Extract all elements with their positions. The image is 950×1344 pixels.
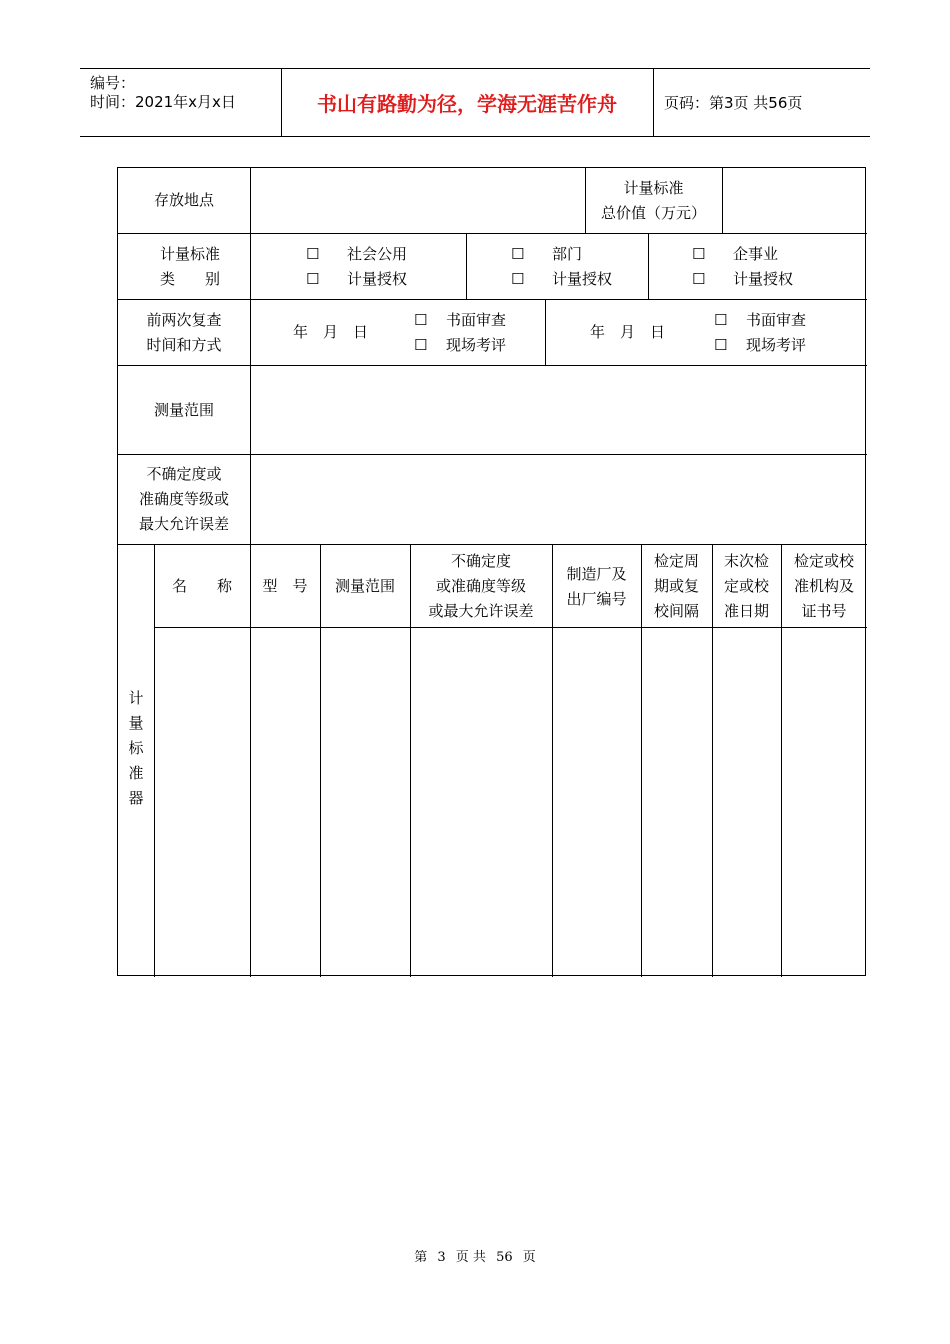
footer-suffix: 页 [522, 1250, 536, 1265]
footer-total-pages: 56 [496, 1250, 513, 1265]
side-label-char: 准 [128, 764, 144, 782]
cat-public-label: 社会公用 [347, 245, 408, 263]
motto-text: 书山有路勤为径，学海无涯苦作舟 [317, 92, 617, 116]
total-value-label-2: 总价值（万元） [600, 204, 706, 222]
onsite-review-label: 现场考评 [446, 336, 507, 354]
row-divider [118, 544, 867, 545]
measure-range-label: 测量范围 [153, 401, 214, 419]
header-meta [80, 69, 282, 136]
col-header-agency: 准机构及 [793, 577, 854, 595]
number-label: 编号： [90, 74, 136, 92]
side-label-char: 计 [128, 689, 144, 707]
checkbox-public[interactable]: ☐ [306, 245, 320, 263]
header-page-cell [654, 69, 870, 136]
col-header-maker: 出厂编号 [566, 590, 627, 608]
onsite-review-label: 现场考评 [746, 336, 807, 354]
footer-page-number: 3 [437, 1250, 446, 1265]
col-divider [250, 168, 251, 544]
col-header-uncert: 或准确度等级 [435, 577, 526, 595]
col-header-maker: 制造厂及 [566, 565, 627, 583]
col-divider [545, 299, 546, 365]
col-divider [466, 233, 467, 299]
side-label-char: 标 [128, 739, 144, 757]
checkbox-dept[interactable]: ☐ [511, 245, 525, 263]
row-divider [118, 454, 867, 455]
row-divider [118, 299, 867, 300]
col-header-last-date: 准日期 [723, 602, 769, 620]
col-divider [154, 544, 155, 977]
checkbox-written-2[interactable]: ☐ [714, 311, 728, 329]
review-label-1: 前两次复查 [146, 311, 222, 329]
col-header-model: 型 号 [262, 577, 308, 595]
checkbox-written-1[interactable]: ☐ [414, 311, 428, 329]
checkbox-onsite-2[interactable]: ☐ [714, 336, 728, 354]
written-review-label: 书面审查 [446, 311, 507, 329]
checkbox-authorized-1[interactable]: ☐ [306, 270, 320, 288]
checkbox-enterprise[interactable]: ☐ [692, 245, 706, 263]
col-header-period: 检定周 [653, 552, 699, 570]
col-header-last-date: 末次检 [723, 552, 769, 570]
footer-mid: 页 共 [455, 1250, 486, 1265]
total-value-label-1: 计量标准 [623, 179, 684, 197]
cat-enterprise-label: 企事业 [733, 245, 779, 263]
col-divider [250, 544, 251, 977]
footer-prefix: 第 [414, 1250, 428, 1265]
category-label-1: 计量标准 [160, 245, 221, 263]
side-label-char: 量 [128, 714, 144, 732]
page-label: 页码：第3页 共56页 [664, 94, 803, 112]
checkbox-authorized-2[interactable]: ☐ [511, 270, 525, 288]
row-divider [118, 365, 867, 366]
col-header-name: 名 称 [171, 577, 232, 595]
col-divider [320, 544, 321, 977]
review-date-2: 年 月 日 [590, 323, 666, 341]
col-header-agency: 证书号 [801, 602, 847, 620]
document-header [80, 68, 870, 137]
col-header-agency: 检定或校 [793, 552, 854, 570]
row-divider [118, 233, 867, 234]
time-label: 时间：2021年x月x日 [90, 93, 236, 111]
page-footer [0, 1246, 950, 1265]
cat-dept-label: 部门 [552, 245, 583, 263]
checkbox-authorized-3[interactable]: ☐ [692, 270, 706, 288]
category-label-2: 类 别 [160, 270, 221, 288]
written-review-label: 书面审查 [746, 311, 807, 329]
header-motto-cell [281, 69, 654, 136]
review-label-2: 时间和方式 [146, 336, 222, 354]
cat-authorized-label: 计量授权 [552, 270, 613, 288]
row-divider [154, 627, 867, 628]
uncertainty-label-2: 准确度等级或 [138, 490, 229, 508]
col-header-period: 期或复 [653, 577, 699, 595]
col-header-range: 测量范围 [334, 577, 395, 595]
cat-authorized-label: 计量授权 [347, 270, 408, 288]
col-divider [722, 168, 723, 233]
col-divider [648, 233, 649, 299]
cat-authorized-label: 计量授权 [733, 270, 794, 288]
side-label-char: 器 [128, 789, 144, 807]
col-header-uncert: 或最大允许误差 [428, 602, 534, 620]
col-header-last-date: 定或校 [723, 577, 769, 595]
col-header-period: 校间隔 [653, 602, 699, 620]
col-header-uncert: 不确定度 [450, 552, 511, 570]
storage-location-label: 存放地点 [153, 191, 214, 209]
standard-form-table [117, 167, 866, 976]
uncertainty-label-1: 不确定度或 [146, 465, 222, 483]
checkbox-onsite-1[interactable]: ☐ [414, 336, 428, 354]
uncertainty-label-3: 最大允许误差 [138, 515, 229, 533]
review-date-1: 年 月 日 [293, 323, 369, 341]
